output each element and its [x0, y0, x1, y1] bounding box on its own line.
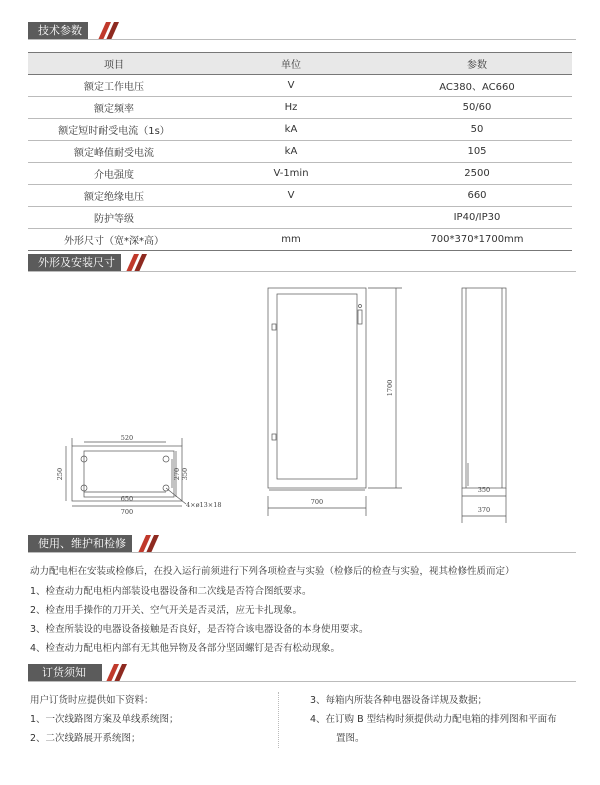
- table-row: [28, 207, 572, 229]
- dim-350: 350: [181, 467, 189, 481]
- table-row: [28, 141, 572, 163]
- cell-unit: V: [200, 75, 382, 97]
- dim-front-700: 700: [310, 498, 324, 506]
- order-intro: 用户订货时应提供如下资料：: [30, 695, 154, 706]
- order-item-3: 3、每箱内所装各种电器设备详规及数据；: [310, 695, 488, 706]
- cell-param: 105: [382, 141, 572, 163]
- table-row: [28, 185, 572, 207]
- cell-unit: Hz: [200, 97, 382, 119]
- dim-side-370: 370: [477, 506, 491, 514]
- order-item-1: 1、一次线路图方案及单线系统图；: [30, 714, 179, 725]
- dim-side-350: 350: [477, 486, 491, 494]
- cell-item: 额定峰值耐受电流: [28, 141, 200, 163]
- table-row: [28, 97, 572, 119]
- dim-650: 650: [120, 495, 134, 503]
- cell-param: IP40/IP30: [382, 207, 572, 229]
- section-header-use: [28, 535, 576, 553]
- dim-250: 250: [56, 467, 64, 481]
- table-row: [28, 119, 572, 141]
- section-header-tech: [28, 22, 576, 40]
- cell-item: 额定绝缘电压: [28, 185, 200, 207]
- cell-item: 外形尺寸（宽*深*高）: [28, 229, 200, 251]
- cell-item: 介电强度: [28, 163, 200, 185]
- table-row: [28, 163, 572, 185]
- use-intro: 动力配电柜在安装或检修后，在投入运行前须进行下列各项检查与实验（检修后的检查与实验，视其检修性质而定）: [30, 566, 515, 577]
- cell-unit: V-1min: [200, 163, 382, 185]
- dimension-drawings: [0, 278, 600, 528]
- cell-param: 50/60: [382, 97, 572, 119]
- section-title: 使用、维护和检修: [28, 535, 132, 553]
- section-title: 技术参数: [28, 22, 88, 40]
- cell-param: 660: [382, 185, 572, 207]
- table-row: [28, 229, 572, 251]
- use-item-4: 4、检查动力配电柜内部有无其他异物及各部分坚固螺钉是否有松动现象。: [30, 643, 341, 654]
- table-header-row: [28, 53, 572, 75]
- stripe-decoration-icon: [98, 22, 128, 40]
- dim-holes: 4×ø13×18: [186, 501, 222, 509]
- header-item: 项目: [28, 53, 200, 75]
- order-item-2: 2、二次线路展开系统图；: [30, 733, 141, 744]
- cell-item: 额定工作电压: [28, 75, 200, 97]
- stripe-decoration-icon: [126, 254, 156, 272]
- section-title: 外形及安装尺寸: [28, 254, 121, 272]
- dim-1700: 1700: [386, 379, 394, 397]
- spec-table: [28, 52, 572, 251]
- use-item-1: 1、检查动力配电柜内部装设电器设备和二次线是否符合图纸要求。: [30, 586, 312, 597]
- section-header-dims: [28, 254, 576, 272]
- order-item-4: 4、在订购 B 型结构时须提供动力配电箱的排列图和平面布: [310, 714, 557, 725]
- cell-unit: [200, 207, 382, 229]
- stripe-decoration-icon: [138, 535, 168, 553]
- cell-param: 50: [382, 119, 572, 141]
- use-item-2: 2、检查用手操作的刀开关、空气开关是否灵活，应无卡扎现象。: [30, 605, 303, 616]
- order-item-4-cont: 置图。: [336, 733, 365, 744]
- dim-270: 270: [173, 467, 181, 481]
- cell-unit: V: [200, 185, 382, 207]
- cell-param: 700*370*1700mm: [382, 229, 572, 251]
- dim-base-700: 700: [120, 508, 134, 516]
- header-unit: 单位: [200, 53, 382, 75]
- cell-param: AC380、AC660: [382, 75, 572, 97]
- cell-unit: kA: [200, 119, 382, 141]
- section-header-order: [28, 664, 576, 682]
- cell-unit: mm: [200, 229, 382, 251]
- section-title: 订货须知: [28, 664, 102, 682]
- front-view-drawing: [268, 288, 402, 516]
- dim-520: 520: [120, 434, 134, 442]
- table-row: [28, 75, 572, 97]
- stripe-decoration-icon: [106, 664, 136, 682]
- cell-item: 额定短时耐受电流（1s）: [28, 119, 200, 141]
- cell-item: 防护等级: [28, 207, 200, 229]
- cell-param: 2500: [382, 163, 572, 185]
- header-param: 参数: [382, 53, 572, 75]
- cell-item: 额定频率: [28, 97, 200, 119]
- use-item-3: 3、检查所装设的电器设备接触是否良好，是否符合该电器设备的本身使用要求。: [30, 624, 369, 635]
- cell-unit: kA: [200, 141, 382, 163]
- column-divider: [278, 692, 279, 748]
